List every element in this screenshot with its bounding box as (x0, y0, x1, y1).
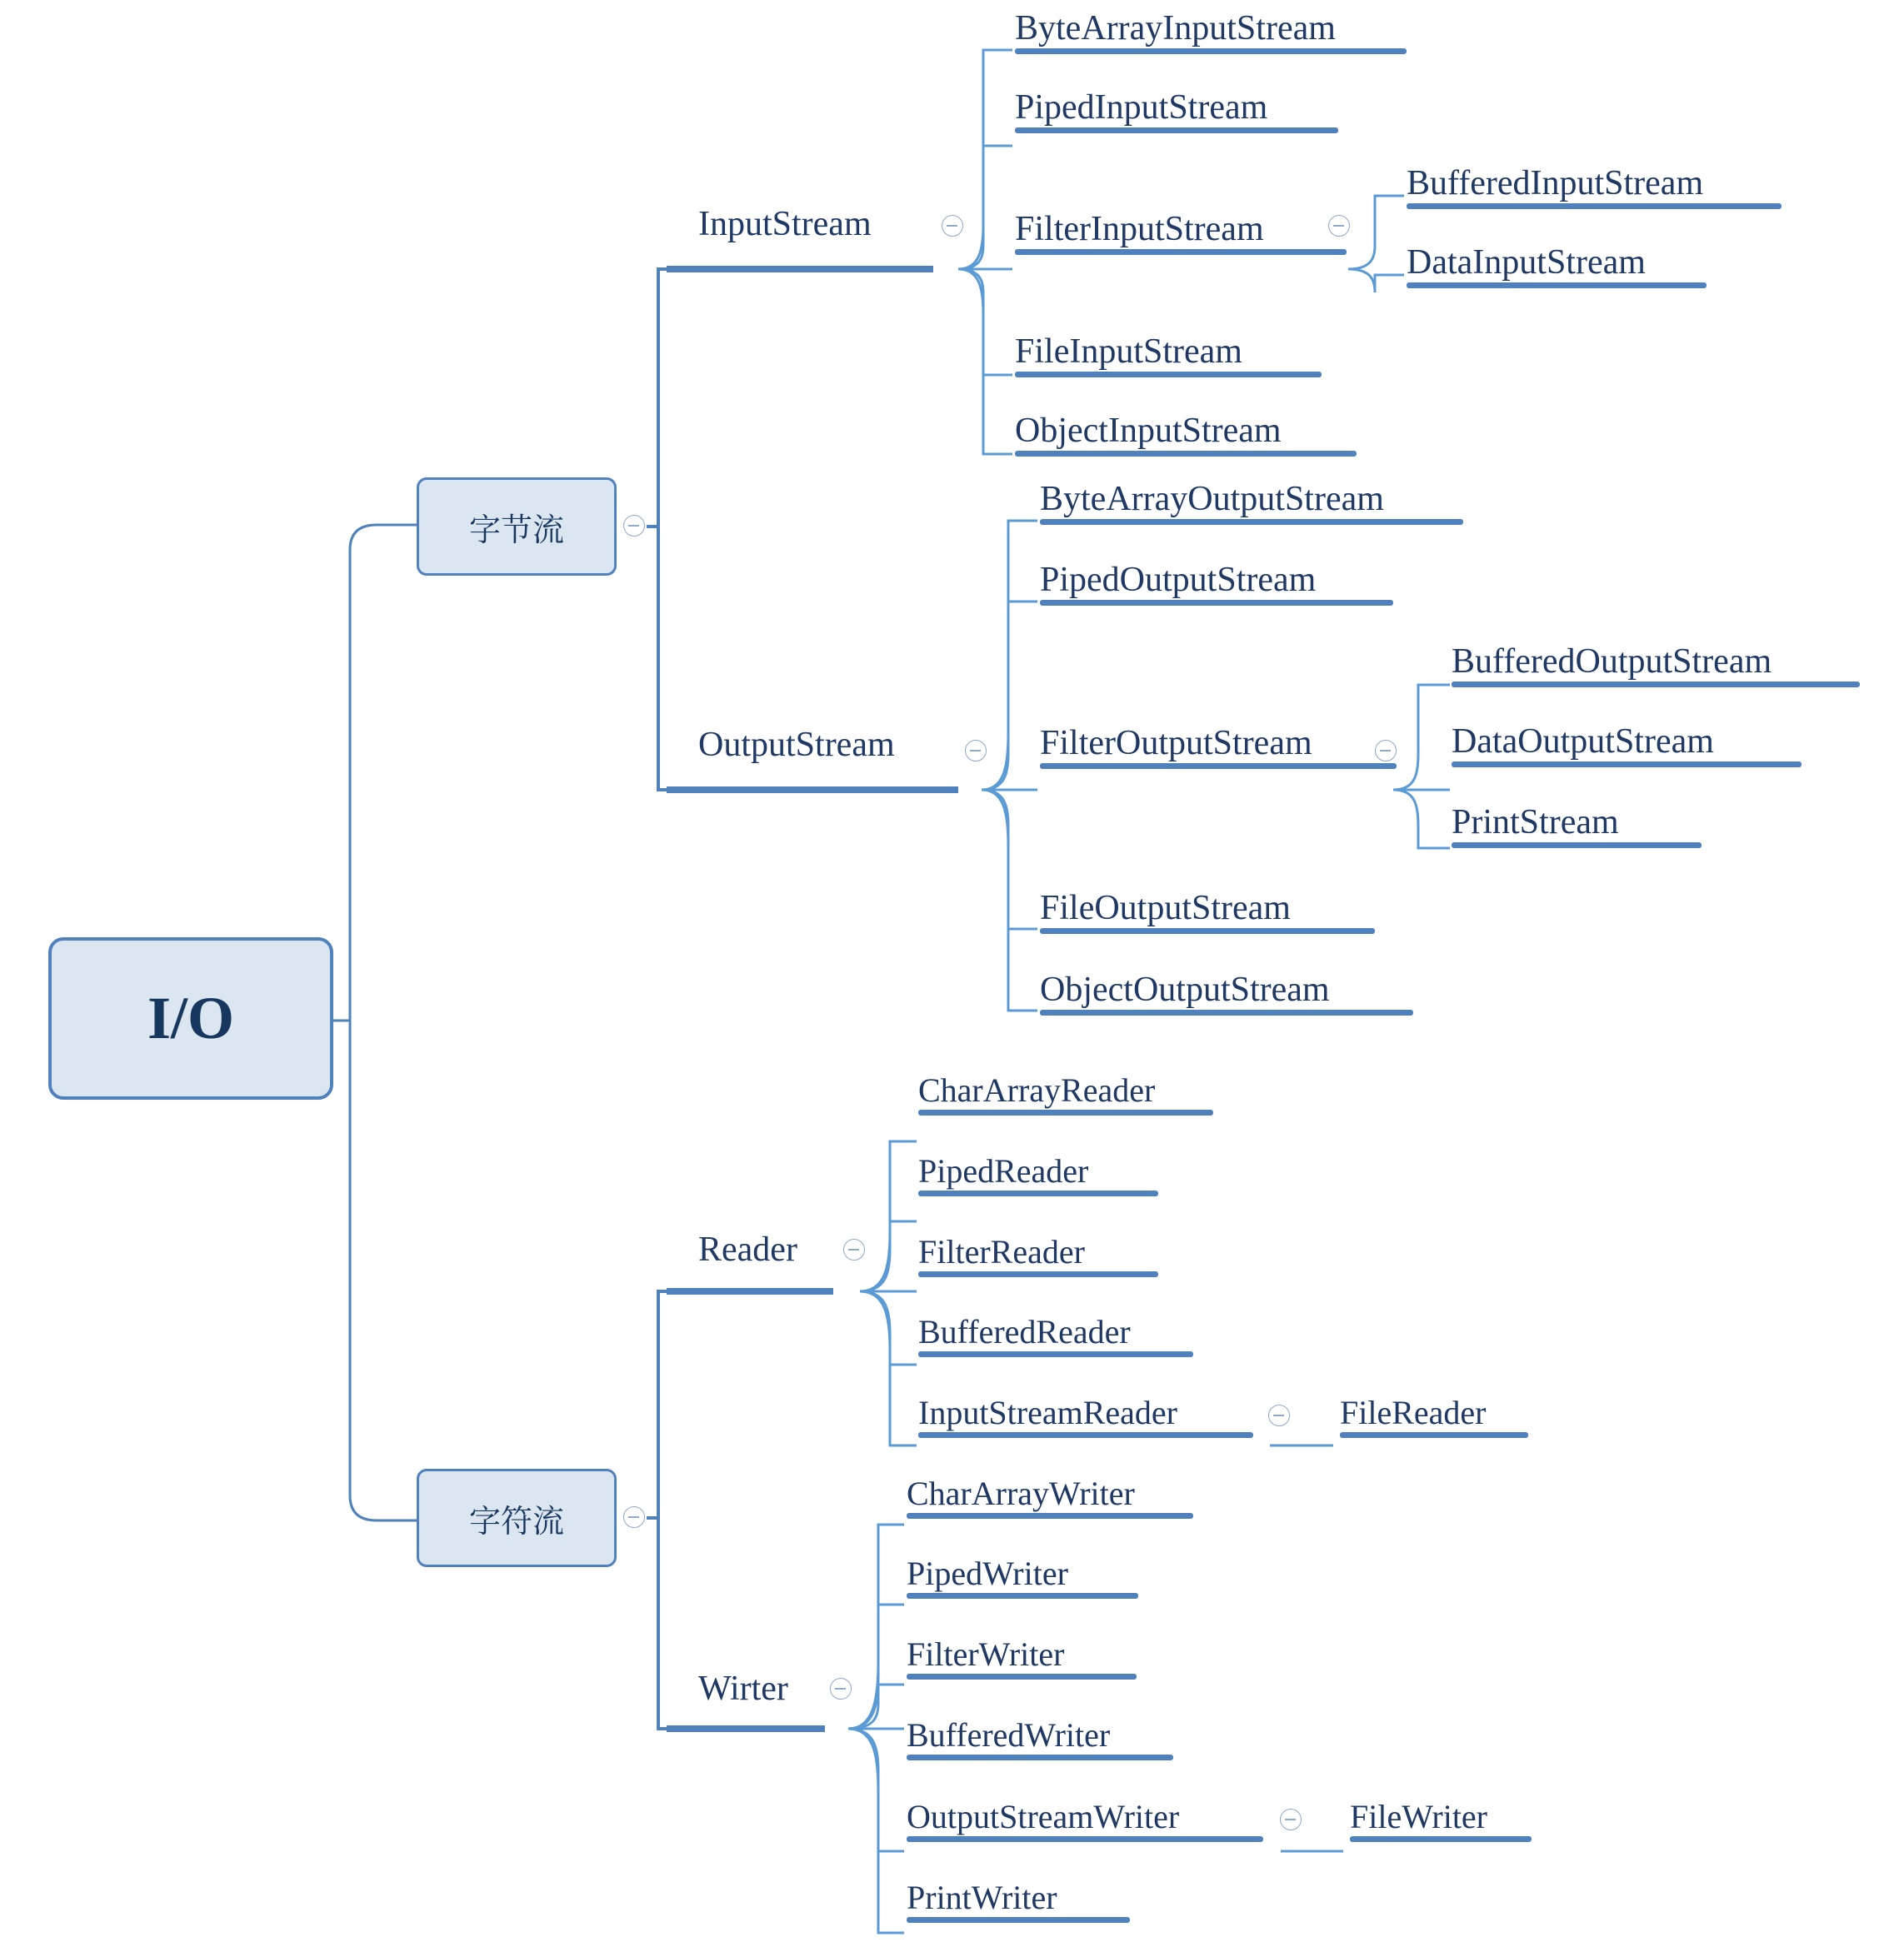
toggle-outputstream[interactable] (965, 740, 987, 761)
underline-bar (907, 1674, 1137, 1680)
underline-bar (1015, 249, 1347, 255)
underline-bar (1407, 282, 1707, 288)
node-outputstream[interactable] (698, 726, 895, 763)
underline-bar (1452, 842, 1702, 848)
node-outputstreamwriter[interactable] (907, 1800, 1263, 1842)
node-dataoutputstream-label: DataOutputStream (1452, 722, 1714, 761)
node-reader-label: Reader (698, 1231, 797, 1269)
underline-bar (1452, 681, 1860, 687)
node-objectinputstream[interactable] (1015, 412, 1357, 457)
node-bufferedreader-label: BufferedReader (918, 1313, 1131, 1350)
node-fileinputstream[interactable] (1015, 333, 1322, 377)
node-pipedinputstream-label: PipedInputStream (1015, 88, 1268, 127)
node-bufferedwriter-label: BufferedWriter (907, 1716, 1111, 1754)
toggle-filterinputstream[interactable] (1328, 215, 1350, 237)
node-inputstreamreader-label: InputStreamReader (918, 1394, 1177, 1431)
toggle-inputstreamreader[interactable] (1268, 1405, 1290, 1426)
node-bufferedinputstream[interactable] (1407, 165, 1782, 209)
node-outputstreamwriter-label: OutputStreamWriter (907, 1798, 1180, 1835)
underline-bar (1015, 372, 1322, 377)
underline-bar (918, 1351, 1193, 1357)
node-inputstream[interactable] (698, 206, 872, 242)
node-printwriter-label: PrintWriter (907, 1879, 1057, 1916)
toggle-zifuliu[interactable] (623, 1506, 645, 1528)
root-label: I/O (147, 985, 235, 1051)
node-bufferedinputstream-label: BufferedInputStream (1407, 164, 1704, 202)
node-pipedreader[interactable] (918, 1154, 1158, 1196)
underline-bar (1040, 600, 1393, 606)
node-objectoutputstream-label: ObjectOutputStream (1040, 971, 1330, 1009)
underline-bar (918, 1432, 1253, 1438)
node-printstream[interactable] (1452, 804, 1702, 848)
underline-bar (907, 1836, 1263, 1842)
node-printstream-label: PrintStream (1452, 803, 1619, 841)
underline-bar (918, 1110, 1213, 1116)
toggle-outputstreamwriter[interactable] (1280, 1809, 1302, 1830)
node-outputstream-label: OutputStream (698, 726, 895, 764)
underline-bar (1040, 928, 1375, 934)
node-bufferedoutputstream[interactable] (1452, 643, 1860, 687)
underline-bar (1015, 451, 1357, 457)
underline-bar (1040, 763, 1397, 769)
node-bufferedreader[interactable] (918, 1315, 1193, 1357)
node-fileinputstream-label: FileInputStream (1015, 332, 1242, 371)
node-printwriter[interactable] (907, 1880, 1130, 1923)
underline-bar (1040, 1010, 1413, 1016)
node-filteroutputstream[interactable] (1040, 725, 1397, 769)
node-filewriter[interactable] (1350, 1800, 1532, 1842)
toggle-wirter[interactable] (830, 1678, 852, 1700)
underline-bar (1040, 519, 1463, 525)
node-objectinputstream-label: ObjectInputStream (1015, 412, 1282, 450)
node-filterinputstream[interactable] (1015, 211, 1347, 255)
underline-bar (1015, 48, 1407, 54)
node-filteroutputstream-label: FilterOutputStream (1040, 724, 1312, 762)
node-pipedoutputstream-label: PipedOutputStream (1040, 561, 1317, 599)
root-node[interactable] (48, 937, 333, 1100)
toggle-reader[interactable] (843, 1239, 865, 1261)
branch-label-byte-stream: 字节流 (468, 512, 564, 548)
node-chararrayreader-label: CharArrayReader (918, 1071, 1156, 1109)
node-bufferedoutputstream-label: BufferedOutputStream (1452, 642, 1772, 681)
node-bytearrayoutputstream[interactable] (1040, 481, 1463, 525)
underline-bar (1452, 761, 1802, 767)
node-filterwriter[interactable] (907, 1637, 1137, 1680)
node-wirter-label: Wirter (698, 1670, 788, 1708)
node-filterwriter-label: FilterWriter (907, 1635, 1065, 1673)
toggle-filteroutputstream[interactable] (1375, 740, 1397, 761)
underline-bar (907, 1593, 1138, 1599)
underline-bar (1407, 203, 1782, 209)
node-pipedwriter-label: PipedWriter (907, 1555, 1068, 1592)
branch-label-char-stream: 字符流 (468, 1504, 564, 1540)
node-pipedreader-label: PipedReader (918, 1152, 1089, 1190)
node-filewriter-label: FileWriter (1350, 1798, 1487, 1835)
node-fileoutputstream-label: FileOutputStream (1040, 889, 1291, 927)
node-dataoutputstream[interactable] (1452, 723, 1802, 767)
node-chararrayreader[interactable] (918, 1073, 1213, 1116)
node-pipedoutputstream[interactable] (1040, 562, 1393, 606)
underline-bar (918, 1191, 1158, 1196)
node-filterinputstream-label: FilterInputStream (1015, 210, 1264, 248)
node-pipedinputstream[interactable] (1015, 89, 1338, 133)
underline-bar (907, 1755, 1173, 1760)
underline-bar (1015, 127, 1338, 133)
toggle-zijieliu[interactable] (623, 515, 645, 537)
node-pipedwriter[interactable] (907, 1556, 1138, 1599)
node-filereader-label: FileReader (1340, 1394, 1487, 1431)
node-inputstreamreader[interactable] (918, 1395, 1253, 1438)
node-filterreader[interactable] (918, 1235, 1158, 1277)
node-bytearrayinputstream[interactable] (1015, 10, 1407, 54)
underline-bar (918, 1271, 1158, 1277)
branch-node-char-stream[interactable] (417, 1469, 617, 1567)
node-bufferedwriter[interactable] (907, 1718, 1173, 1760)
node-bytearrayoutputstream-label: ByteArrayOutputStream (1040, 480, 1384, 518)
underline-bar (1350, 1836, 1532, 1842)
branch-node-byte-stream[interactable] (417, 477, 617, 576)
node-filterreader-label: FilterReader (918, 1233, 1085, 1271)
node-chararraywriter[interactable] (907, 1476, 1193, 1519)
toggle-inputstream[interactable] (942, 215, 963, 237)
node-objectoutputstream[interactable] (1040, 971, 1413, 1016)
node-filereader[interactable] (1340, 1395, 1528, 1438)
node-chararraywriter-label: CharArrayWriter (907, 1475, 1135, 1512)
node-bytearrayinputstream-label: ByteArrayInputStream (1015, 9, 1336, 47)
node-reader[interactable] (698, 1231, 797, 1268)
node-wirter[interactable] (698, 1670, 788, 1707)
underline-bar (1340, 1432, 1528, 1438)
underline-bar (907, 1513, 1193, 1519)
node-fileoutputstream[interactable] (1040, 890, 1375, 934)
underline-bar (907, 1917, 1130, 1923)
node-inputstream-label: InputStream (698, 205, 872, 243)
node-datainputstream[interactable] (1407, 244, 1707, 288)
node-datainputstream-label: DataInputStream (1407, 243, 1646, 282)
